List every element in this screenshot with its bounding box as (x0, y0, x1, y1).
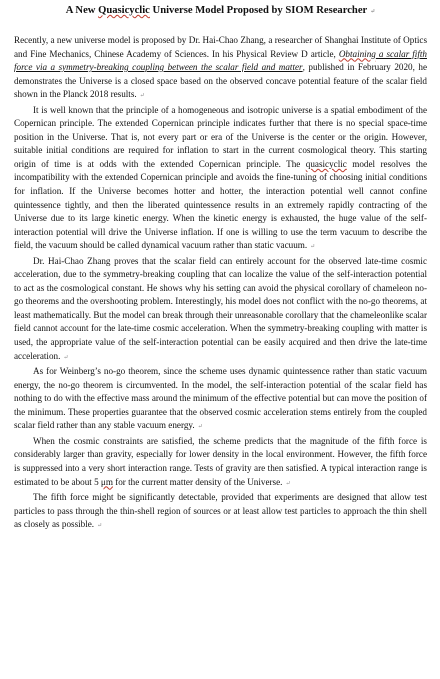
document-title (14, 4, 427, 19)
paragraph-5 (14, 435, 427, 491)
paragraph-3-text: Dr. Hai-Chao Zhang proves that the scalar field can entirely account for the observed late-time cosmic acceleration, due to the symmetry-breaking coupling that can localize the value of the self-interaction potential to act as the cosmological constant. He shows why his setting can avoid the physical corollary of chameleon no-go theorems and the overshooting problem. Interestingly, his model does not conflict with the no-go theorems, at least mathematically. But the model can break through their unreasonable corollary that the chameleonlike scalar field cannot account for the late-time cosmic acceleration. When the symmetry-breaking coupling with matter is used, the appropriate value of the self-interaction potential can be easily acquired and then drive the late-time acceleration. (14, 255, 427, 361)
title-text-post: Universe Model Proposed by SIOM Researcher (149, 5, 368, 16)
paragraph-4 (14, 365, 427, 435)
paragraph-3 (14, 255, 427, 365)
paragraph-1-text-d: , published in February 2020, he demonstrates the Universe is a closed space based on the observed concave potential feature of the scalar field shown in the Planck 2018 results. (14, 62, 427, 100)
paragraph-2 (14, 104, 427, 255)
paragraph-2-text-c: model resolves the incompatibility with the extended Copernican principle and avoids the fine-tuning of choosing initial conditions for inflation. If the Universe becomes hotter and hotter, the interaction potential well cannot confine quintessence tightly, and then the liberated quintessence results in an extremely rapidly contracting of the Universe due to its large kinetic energy. When the kinetic energy is exhausted, the huge value of the self-interaction potential will drive the Universe inflation. If one is willing to use the term vacuum to describe the field, the vacuum should be called dynamical vacuum rather than static vacuum. (14, 158, 427, 251)
paragraph-6-text: The fifth force might be significantly detectable, provided that experiments are designed that allow test particles to pass through the thin-shell region of sources or at least allow test particles to approach the thin shell as closely as possible. (14, 492, 427, 530)
paragraph-mark: ↵ (310, 244, 316, 251)
spellcheck-flag-title[interactable]: Quasicyclic (98, 5, 150, 16)
paragraph-6 (14, 491, 427, 534)
paragraph-mark: ↵ (63, 354, 69, 361)
paragraph-mark: ↵ (285, 480, 291, 487)
spellcheck-flag-quasicyclic[interactable]: quasicyclic (305, 158, 347, 169)
title-text-pre: A New (65, 5, 99, 16)
paragraph-1 (14, 34, 427, 104)
paragraph-mark: ↵ (370, 9, 376, 15)
paragraph-5-text-a: When the cosmic constraints are satisfied, the scheme predicts that the magnitude of the fifth force is considerably larger than gravity, especially for lower density in the local environment. However, the fifth force is suppressed into a very short interaction range. Tests of gravity are then satisfied. A typical interaction range is estimated to be about 5 (14, 435, 427, 487)
spellcheck-flag-obtaining[interactable]: Obtaining (338, 48, 376, 59)
article-title-link[interactable]: a scalar fifth force via a symmetry-breaking coupling between the scalar field and matter (14, 48, 427, 73)
paragraph-5-text-c: for the current matter density of the Universe. (112, 476, 283, 487)
paragraph-mark: ↵ (97, 523, 103, 530)
paragraph-mark: ↵ (197, 424, 203, 431)
paragraph-1-text-a: Recently, a new universe model is proposed by Dr. Hai-Chao Zhang, a researcher of Shanghai Institute of Optics and Fine Mechanics, Chinese Academy of Sciences. In his Physical Review D article, (14, 35, 427, 59)
paragraph-mark: ↵ (139, 93, 145, 100)
paragraph-2-text-a: It is well known that the principle of a homogeneous and isotropic universe is a spatial embodiment of the Copernican principle. The extended Copernican principle indicates further that there is no special space-time position in the Universe. That is, not every part or era of the Universe is the center or the origin. However, suitable initial conditions are required for inflation to start in the current cosmological theory. This starting origin of time is at odds with the extended Copernican principle. The (14, 104, 427, 169)
paragraph-4-text: As for Weinberg’s no-go theorem, since the scheme uses dynamic quintessence rather than static vacuum energy, the no-go theorem is circumvented. In the model, the self-interaction potential of the scalar field has nothing to do with the effective mass around the minimum of the effective potential but can move the position of the minimum. These properties guarantee that the observed cosmic acceleration stems entirely from the coupled scalar field rather than any stable vacuum energy. (14, 366, 427, 431)
spellcheck-flag-micrometer[interactable]: μm (100, 476, 113, 487)
